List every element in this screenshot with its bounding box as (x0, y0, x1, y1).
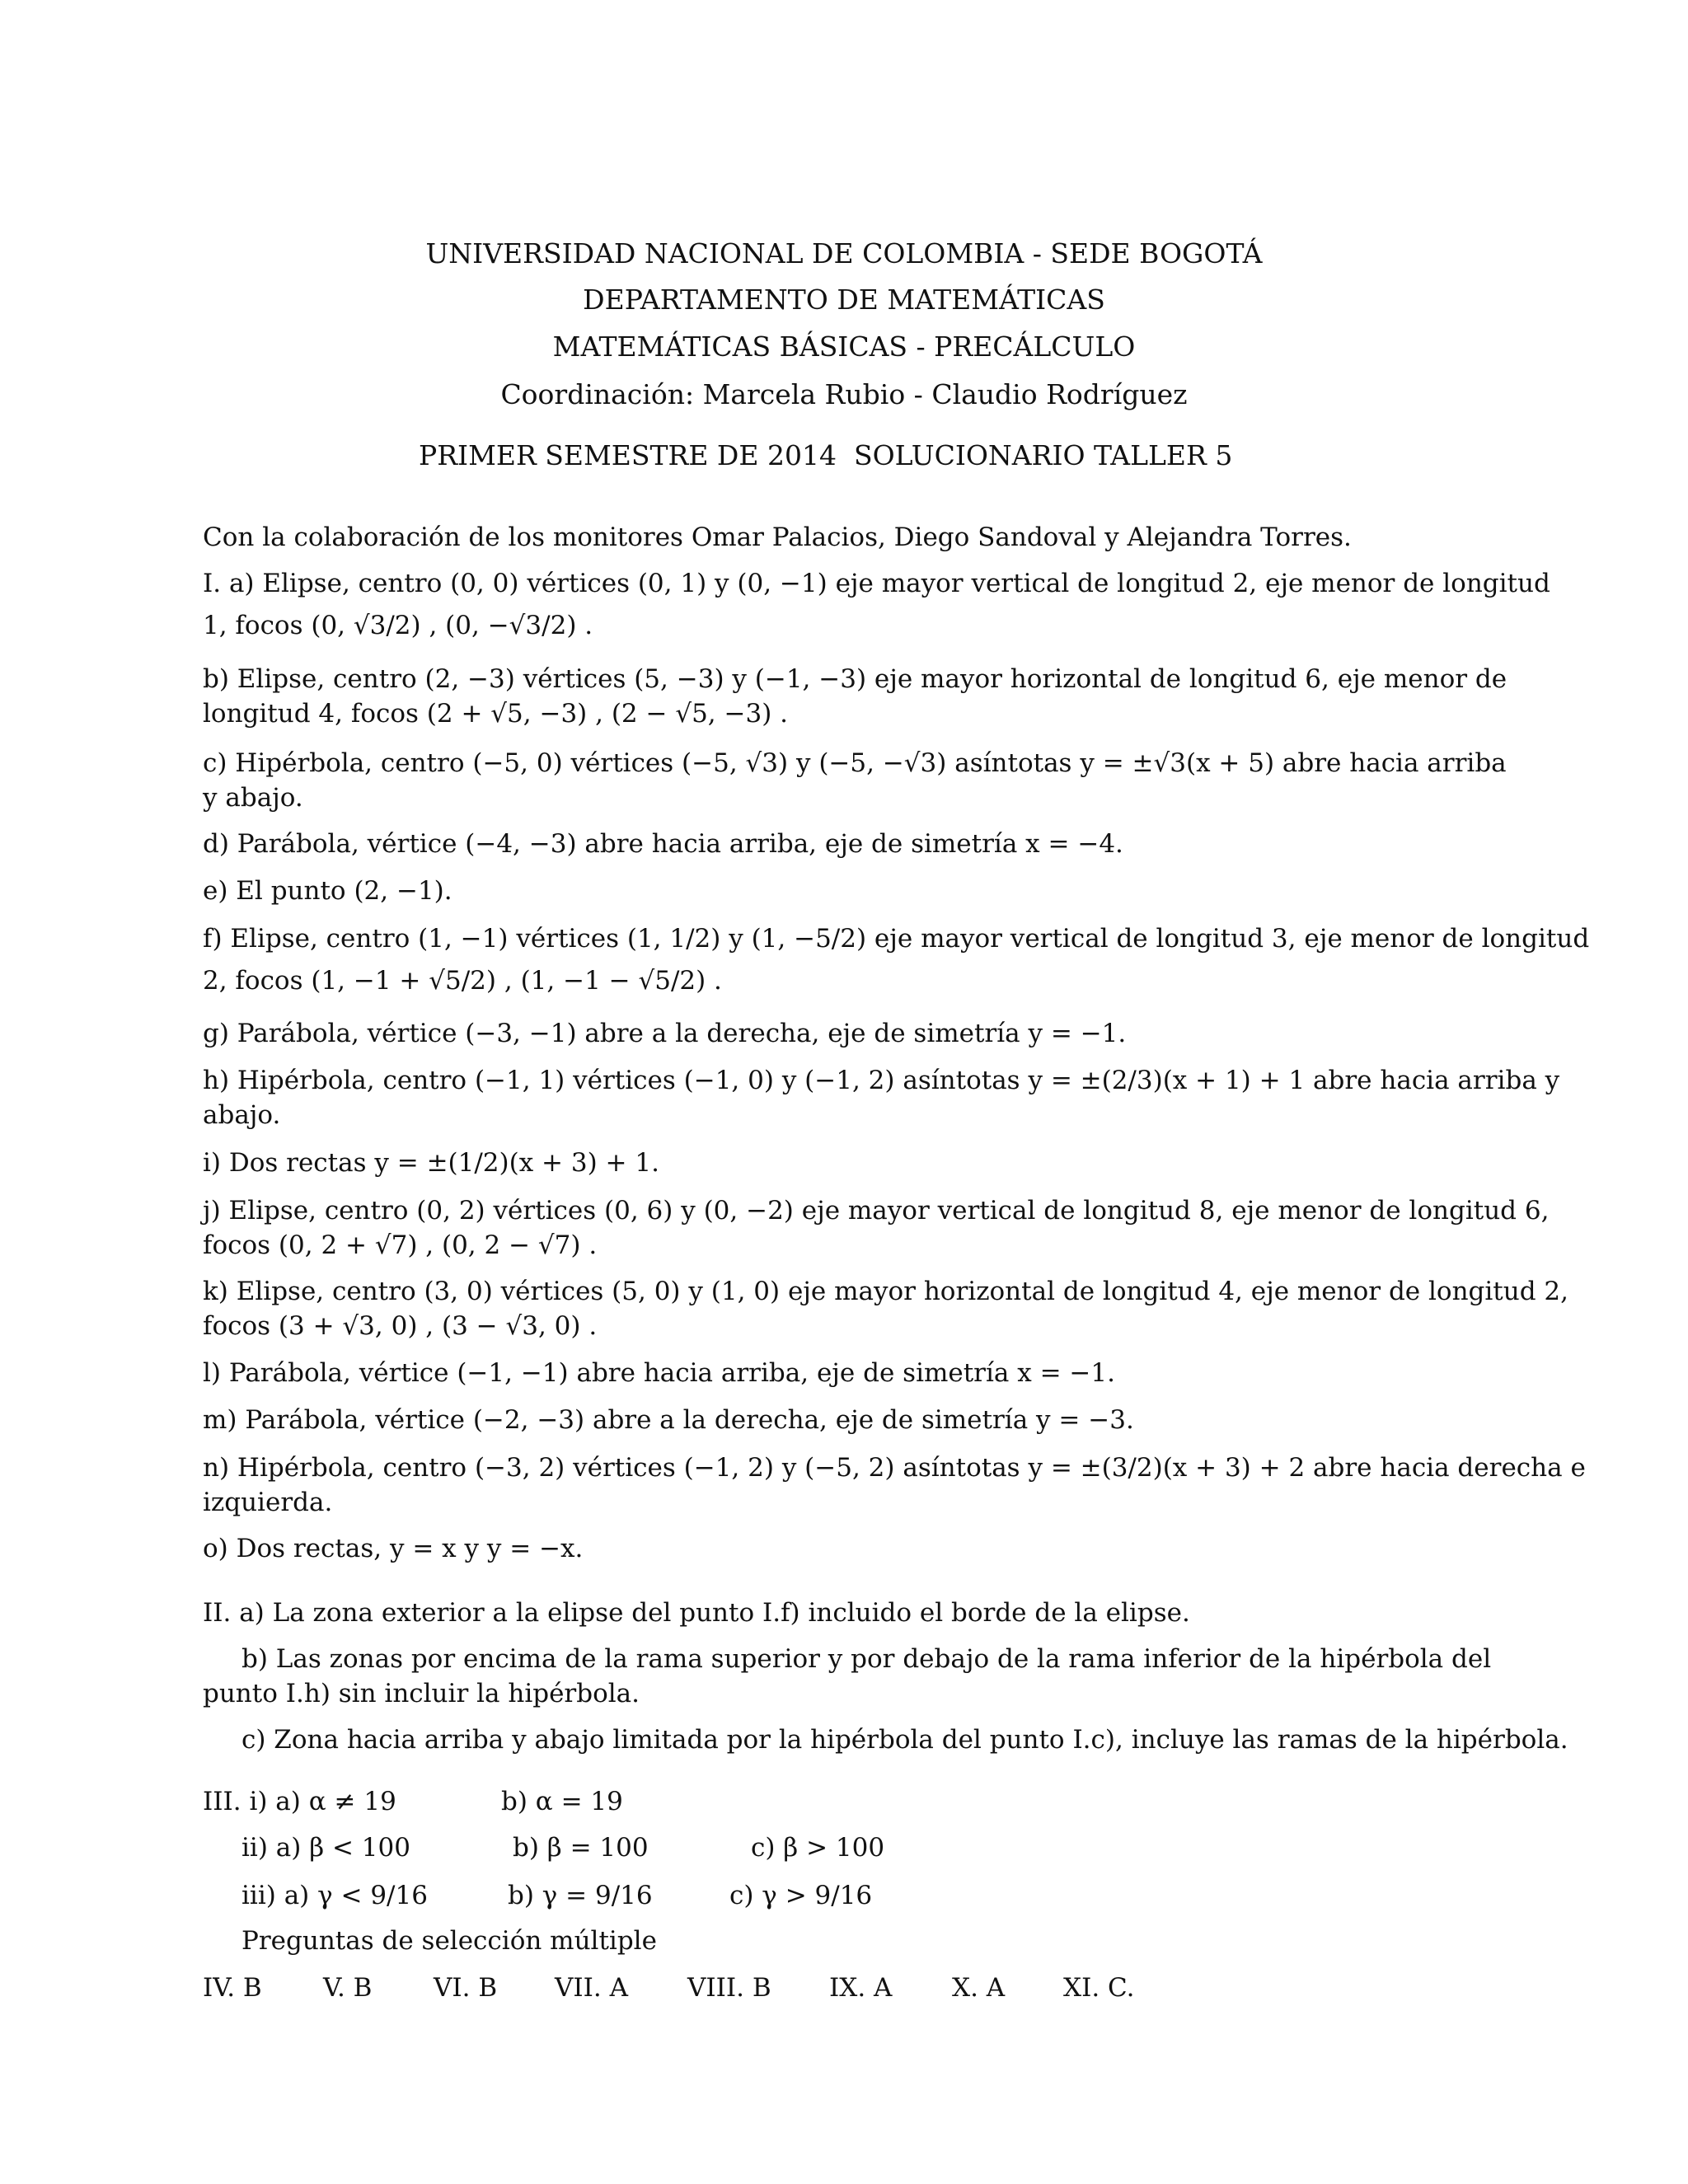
answer-IX: IX. A (829, 1973, 893, 2003)
item-I-l: l) Parábola, vértice (−1, −1) abre hacia arriba, eje de simetría x = −1. (203, 1358, 1115, 1388)
item-I-j-line1: j) Elipse, centro (0, 2) vértices (0, 6) y (0, −2) eje mayor vertical de longitud 8, eje menor de longitud 6, (203, 1196, 1550, 1226)
answer-VI: VI. B (434, 1973, 498, 2003)
item-III-iii-b: b) γ = 9/16 (508, 1881, 653, 1910)
item-I-f-line2: 2, focos (1, −1 + √5/2) , (1, −1 − √5/2) . (203, 966, 722, 996)
header-coordination: Coordinación: Marcela Rubio - Claudio Rodríguez (500, 378, 1188, 410)
item-I-b-line2: longitud 4, focos (2 + √5, −3) , (2 − √5, −3) . (203, 699, 789, 729)
item-I-h-line2: abajo. (203, 1100, 281, 1130)
header-course: MATEMÁTICAS BÁSICAS - PRECÁLCULO (552, 330, 1136, 363)
item-I-c-line1: c) Hipérbola, centro (−5, 0) vértices (−5, √3) y (−5, −√3) asíntotas y = ±√3(x + 5) abre hacia arriba (203, 748, 1507, 778)
answer-VII: VII. A (555, 1973, 628, 2003)
answer-XI: XI. C. (1063, 1973, 1135, 2003)
item-I-a-line2: 1, focos (0, √3/2) , (0, −√3/2) . (203, 611, 593, 640)
item-II-a: II. a) La zona exterior a la elipse del punto I.f) incluido el borde de la elipse. (203, 1598, 1190, 1628)
answer-VIII: VIII. B (687, 1973, 771, 2003)
item-I-d: d) Parábola, vértice (−4, −3) abre hacia arriba, eje de simetría x = −4. (203, 829, 1123, 859)
item-I-k-line2: focos (3 + √3, 0) , (3 − √3, 0) . (203, 1311, 598, 1341)
item-III-i-a: III. i) a) α ≠ 19 (203, 1787, 396, 1816)
item-III-ii-b: b) β = 100 (513, 1833, 649, 1863)
item-I-g: g) Parábola, vértice (−3, −1) abre a la derecha, eje de simetría y = −1. (203, 1019, 1127, 1048)
item-II-c: c) Zona hacia arriba y abajo limitada por la hipérbola del punto I.c), incluye las ramas de la hipérbola. (241, 1725, 1568, 1755)
answer-X: X. A (952, 1973, 1006, 2003)
header-university: UNIVERSIDAD NACIONAL DE COLOMBIA - SEDE BOGOTÁ (425, 237, 1263, 269)
item-I-i: i) Dos rectas y = ±(1/2)(x + 3) + 1. (203, 1148, 659, 1178)
item-I-n-line1: n) Hipérbola, centro (−3, 2) vértices (−1, 2) y (−5, 2) asíntotas y = ±(3/2)(x + 3) + 2 abre hacia derecha e (203, 1453, 1586, 1483)
multiple-choice-label: Preguntas de selección múltiple (241, 1926, 657, 1956)
answer-IV: IV. B (203, 1973, 262, 2003)
item-II-b-line1: b) Las zonas por encima de la rama superior y por debajo de la rama inferior de la hipérbola del (241, 1644, 1492, 1674)
item-I-j-line2: focos (0, 2 + √7) , (0, 2 − √7) . (203, 1230, 598, 1260)
header-semester: PRIMER SEMESTRE DE 2014 (419, 439, 837, 471)
item-III-ii-a: ii) a) β < 100 (241, 1833, 410, 1863)
answer-V: V. B (323, 1973, 373, 2003)
item-III-i-b: b) α = 19 (501, 1787, 623, 1816)
item-III-ii-c: c) β > 100 (751, 1833, 885, 1863)
item-I-e: e) El punto (2, −1). (203, 876, 452, 906)
item-III-iii-a: iii) a) γ < 9/16 (241, 1881, 428, 1910)
item-I-c-line2: y abajo. (203, 783, 303, 813)
item-III-iii-c: c) γ > 9/16 (729, 1881, 873, 1910)
header-title: SOLUCIONARIO TALLER 5 (854, 439, 1233, 471)
item-I-b-line1: b) Elipse, centro (2, −3) vértices (5, −3) y (−1, −3) eje mayor horizontal de longitud 6, eje menor de (203, 664, 1507, 694)
item-I-h-line1: h) Hipérbola, centro (−1, 1) vértices (−1, 0) y (−1, 2) asíntotas y = ±(2/3)(x + 1) + 1 abre hacia arriba y (203, 1066, 1560, 1095)
intro-text: Con la colaboración de los monitores Omar Palacios, Diego Sandoval y Alejandra Torres. (203, 523, 1352, 552)
item-I-n-line2: izquierda. (203, 1488, 333, 1517)
item-II-b-line2: punto I.h) sin incluir la hipérbola. (203, 1679, 640, 1708)
item-I-f-line1: f) Elipse, centro (1, −1) vértices (1, 1/2) y (1, −5/2) eje mayor vertical de longitud 3, eje menor de longitud (203, 924, 1590, 954)
item-I-a-line1: I. a) Elipse, centro (0, 0) vértices (0, 1) y (0, −1) eje mayor vertical de longitud 2, eje menor de longitud (203, 569, 1550, 598)
item-I-o: o) Dos rectas, y = x y y = −x. (203, 1534, 584, 1563)
item-I-m: m) Parábola, vértice (−2, −3) abre a la derecha, eje de simetría y = −3. (203, 1405, 1134, 1435)
item-I-k-line1: k) Elipse, centro (3, 0) vértices (5, 0) y (1, 0) eje mayor horizontal de longitud 4, eje menor de longitud 2, (203, 1277, 1569, 1306)
header-department: DEPARTAMENTO DE MATEMÁTICAS (583, 284, 1105, 316)
